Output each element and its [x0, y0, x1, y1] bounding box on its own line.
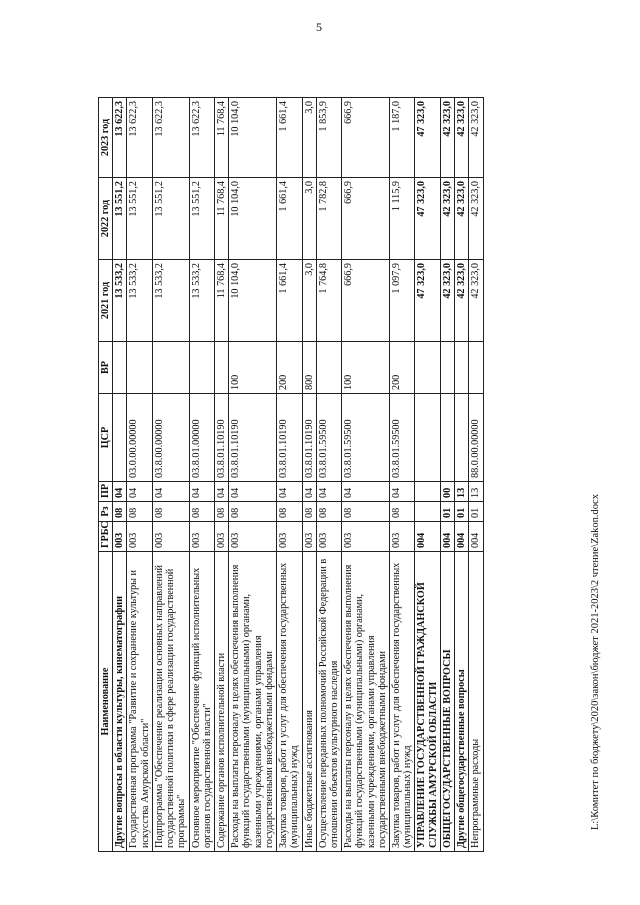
cell-2021: 11 768,4	[214, 260, 228, 342]
cell-csr	[113, 394, 127, 482]
cell-2021: 666,9	[342, 260, 390, 342]
cell-grbs: 003	[229, 522, 277, 552]
cell-csr: 88.0.00.00000	[469, 394, 483, 482]
cell-2021: 10 104,0	[229, 260, 277, 342]
cell-2023: 1 853,9	[316, 98, 341, 178]
table-row	[316, 98, 341, 852]
cell-csr	[440, 394, 454, 482]
cell-name: Закупка товаров, работ и услуг для обеспечения государственных (муниципальных) нужд	[277, 552, 302, 852]
cell-rz: 08	[390, 502, 415, 522]
cell-vr: 100	[229, 342, 277, 394]
cell-pr: 04	[302, 482, 316, 502]
cell-rz: 08	[127, 502, 152, 522]
cell-rz: 08	[152, 502, 189, 522]
cell-2021: 42 323,0	[440, 260, 454, 342]
cell-csr: 03.8.01.10190	[302, 394, 316, 482]
header-2021: 2021 год	[99, 260, 113, 342]
cell-2022: 3,0	[302, 178, 316, 260]
cell-csr: 03.8.01.10190	[214, 394, 228, 482]
cell-2023: 13 622,3	[127, 98, 152, 178]
cell-rz	[415, 502, 440, 522]
header-2023: 2023 год	[99, 98, 113, 178]
cell-vr	[214, 342, 228, 394]
cell-pr: 04	[214, 482, 228, 502]
cell-grbs: 003	[316, 522, 341, 552]
cell-pr: 04	[229, 482, 277, 502]
footer-file-path: L:\Комитет по бюджету\2020\закон\бюджет 2021-2023\2 чтение\Zakon.docx	[590, 494, 601, 830]
cell-2023: 3,0	[302, 98, 316, 178]
cell-pr: 04	[127, 482, 152, 502]
cell-grbs: 003	[390, 522, 415, 552]
cell-rz: 01	[469, 502, 483, 522]
cell-2023: 13 622,3	[152, 98, 189, 178]
header-2022: 2022 год	[99, 178, 113, 260]
table-row	[277, 98, 302, 852]
cell-2021: 42 323,0	[469, 260, 483, 342]
cell-2022: 13 551,2	[152, 178, 189, 260]
cell-2022: 10 104,0	[229, 178, 277, 260]
table-row	[152, 98, 189, 852]
cell-2022: 1 661,4	[277, 178, 302, 260]
cell-vr	[127, 342, 152, 394]
table-row	[189, 98, 214, 852]
cell-grbs: 004	[455, 522, 469, 552]
cell-grbs: 004	[469, 522, 483, 552]
cell-csr: 03.8.00.00000	[152, 394, 189, 482]
cell-vr	[455, 342, 469, 394]
cell-csr	[415, 394, 440, 482]
cell-grbs: 003	[152, 522, 189, 552]
cell-2021: 13 533,2	[189, 260, 214, 342]
cell-rz: 08	[229, 502, 277, 522]
cell-vr	[415, 342, 440, 394]
cell-csr: 03.8.01.00000	[189, 394, 214, 482]
cell-grbs: 004	[440, 522, 454, 552]
cell-grbs: 003	[127, 522, 152, 552]
cell-name: Осуществление переданных полномочий Российской Федерации в отношении объектов культурного наследия	[316, 552, 341, 852]
cell-pr: 04	[316, 482, 341, 502]
cell-csr: 03.0.00.00000	[127, 394, 152, 482]
cell-vr	[152, 342, 189, 394]
cell-2021: 13 533,2	[127, 260, 152, 342]
cell-2021: 1 097,9	[390, 260, 415, 342]
cell-2022: 47 323,0	[415, 178, 440, 260]
table-row	[229, 98, 277, 852]
cell-2021: 42 323,0	[455, 260, 469, 342]
cell-2023: 1 661,4	[277, 98, 302, 178]
cell-2023: 666,9	[342, 98, 390, 178]
table-row	[415, 98, 440, 852]
table-body	[113, 98, 483, 852]
table-row	[440, 98, 454, 852]
cell-pr: 13	[455, 482, 469, 502]
cell-2023: 11 768,4	[214, 98, 228, 178]
cell-pr: 04	[152, 482, 189, 502]
cell-pr	[415, 482, 440, 502]
cell-vr: 800	[302, 342, 316, 394]
table-row	[469, 98, 483, 852]
cell-name: ОБЩЕГОСУДАРСТВЕННЫЕ ВОПРОСЫ	[440, 552, 454, 852]
cell-pr: 04	[390, 482, 415, 502]
cell-2021: 13 533,2	[152, 260, 189, 342]
budget-table	[98, 97, 484, 852]
cell-2023: 42 323,0	[469, 98, 483, 178]
cell-2022: 1 782,8	[316, 178, 341, 260]
page-number: 5	[316, 20, 322, 34]
cell-pr: 04	[189, 482, 214, 502]
cell-vr: 100	[342, 342, 390, 394]
cell-rz: 08	[113, 502, 127, 522]
cell-vr	[189, 342, 214, 394]
cell-grbs: 003	[113, 522, 127, 552]
cell-2021: 1 661,4	[277, 260, 302, 342]
table-row	[455, 98, 469, 852]
cell-2023: 10 104,0	[229, 98, 277, 178]
cell-pr: 00	[440, 482, 454, 502]
cell-csr: 03.8.01.10190	[277, 394, 302, 482]
cell-name: Содержание органов исполнительной власти	[214, 552, 228, 852]
cell-vr	[113, 342, 127, 394]
table-row	[302, 98, 316, 852]
rotated-table-wrapper	[98, 98, 572, 852]
header-pr: ПР	[99, 482, 113, 502]
cell-2021: 47 323,0	[415, 260, 440, 342]
table-row	[127, 98, 152, 852]
cell-2021: 1 764,8	[316, 260, 341, 342]
cell-2023: 42 323,0	[455, 98, 469, 178]
cell-name: Расходы на выплаты персоналу в целях обеспечения выполнения функций государственными (муниципальными) органами, казенными учреждениями, органами управления государственными внебюджетными фондами	[342, 552, 390, 852]
header-csr: ЦСР	[99, 394, 113, 482]
cell-name: Расходы на выплаты персоналу в целях обеспечения выполнения функций государственными (муниципальными) органами, казенными учреждениями, органами управления государственными внебюджетными фондами	[229, 552, 277, 852]
cell-2023: 13 622,3	[189, 98, 214, 178]
cell-pr: 04	[342, 482, 390, 502]
cell-name: Подпрограмма "Обеспечение реализации основных направлений государственной политики в сфере реализации государственной программы"	[152, 552, 189, 852]
cell-2022: 42 323,0	[455, 178, 469, 260]
cell-2022: 13 551,2	[113, 178, 127, 260]
header-rz: Рз	[99, 502, 113, 522]
table-header-row	[99, 98, 113, 852]
cell-2021: 3,0	[302, 260, 316, 342]
cell-csr	[455, 394, 469, 482]
cell-pr: 04	[277, 482, 302, 502]
cell-rz: 08	[277, 502, 302, 522]
cell-vr	[316, 342, 341, 394]
cell-grbs: 003	[342, 522, 390, 552]
header-name: Наименование	[99, 552, 113, 852]
cell-name: Непрограммные расходы	[469, 552, 483, 852]
cell-grbs: 004	[415, 522, 440, 552]
cell-2022: 666,9	[342, 178, 390, 260]
cell-vr	[440, 342, 454, 394]
cell-2022: 11 768,4	[214, 178, 228, 260]
cell-2023: 13 622,3	[113, 98, 127, 178]
cell-vr: 200	[390, 342, 415, 394]
cell-pr: 13	[469, 482, 483, 502]
cell-2022: 13 551,2	[127, 178, 152, 260]
cell-2023: 1 187,0	[390, 98, 415, 178]
cell-rz: 08	[302, 502, 316, 522]
cell-name: Закупка товаров, работ и услуг для обеспечения государственных (муниципальных) нужд	[390, 552, 415, 852]
table-row	[214, 98, 228, 852]
cell-name: Другие вопросы в области культуры, кинематографии	[113, 552, 127, 852]
cell-2023: 47 323,0	[415, 98, 440, 178]
cell-2022: 13 551,2	[189, 178, 214, 260]
cell-rz: 01	[440, 502, 454, 522]
cell-name: Государственная программа "Развитие и сохранение культуры и искусства Амурской области"	[127, 552, 152, 852]
table-row	[113, 98, 127, 852]
cell-vr: 200	[277, 342, 302, 394]
cell-rz: 08	[316, 502, 341, 522]
cell-rz: 08	[189, 502, 214, 522]
cell-2021: 13 533,2	[113, 260, 127, 342]
cell-name: Основное мероприятие "Обеспечение функций исполнительных органов государственной власти"	[189, 552, 214, 852]
cell-grbs: 003	[189, 522, 214, 552]
cell-rz: 08	[342, 502, 390, 522]
table-row	[390, 98, 415, 852]
cell-name: УПРАВЛЕНИЕ ГОСУДАРСТВЕННОЙ ГРАЖДАНСКОЙ СЛУЖБЫ АМУРСКОЙ ОБЛАСТИ	[415, 552, 440, 852]
cell-csr: 03.8.01.59500	[316, 394, 341, 482]
cell-pr: 04	[113, 482, 127, 502]
cell-grbs: 003	[277, 522, 302, 552]
table-row	[342, 98, 390, 852]
cell-name: Другие общегосударственные вопросы	[455, 552, 469, 852]
cell-grbs: 003	[302, 522, 316, 552]
cell-grbs: 003	[214, 522, 228, 552]
header-grbs: ГРБС	[99, 522, 113, 552]
cell-name: Иные бюджетные ассигнования	[302, 552, 316, 852]
cell-csr: 03.8.01.59500	[342, 394, 390, 482]
cell-csr: 03.8.01.59500	[390, 394, 415, 482]
cell-rz: 01	[455, 502, 469, 522]
cell-csr: 03.8.01.10190	[229, 394, 277, 482]
cell-vr	[469, 342, 483, 394]
cell-2022: 42 323,0	[440, 178, 454, 260]
cell-2022: 42 323,0	[469, 178, 483, 260]
cell-2022: 1 115,9	[390, 178, 415, 260]
cell-2023: 42 323,0	[440, 98, 454, 178]
header-vr: ВР	[99, 342, 113, 394]
cell-rz: 08	[214, 502, 228, 522]
